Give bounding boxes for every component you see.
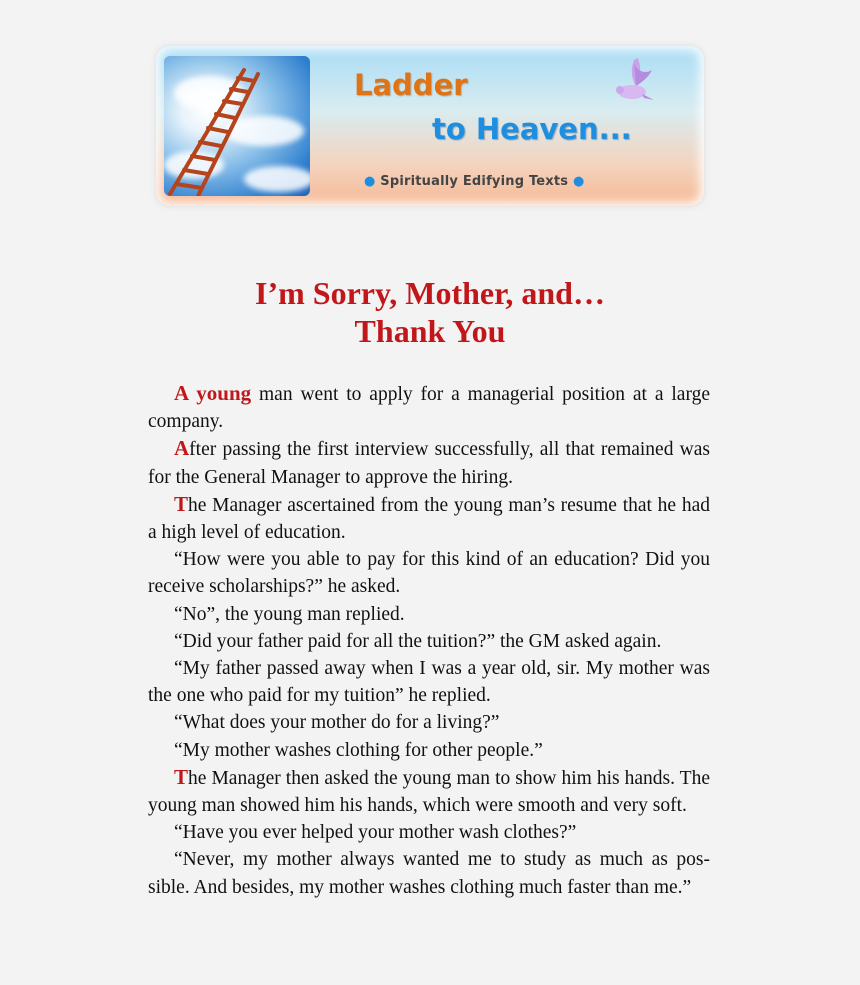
title-line1: I’m Sorry, Mother, and… <box>255 275 605 311</box>
paragraph-text: “My mother washes clothing for other people.” <box>174 739 543 761</box>
title-line2: Thank You <box>354 313 506 349</box>
paragraph <box>148 846 710 900</box>
paragraph <box>148 628 710 655</box>
paragraph-lead: A young <box>174 381 252 405</box>
dove-icon <box>612 56 656 108</box>
paragraph <box>148 546 710 600</box>
paragraph-text: “Did your father paid for all the tuition?” the GM asked again. <box>174 630 662 652</box>
ladder-sky-image <box>164 56 310 196</box>
paragraph <box>148 709 710 736</box>
paragraph <box>148 380 710 435</box>
paragraph <box>148 764 710 819</box>
paragraph-text: “Never, my mother always wanted me to study as much as pos-sible. And besides, my mother washes clothing much faster than me.” <box>148 849 710 898</box>
paragraph-text: “Have you ever helped your mother wash clothes?” <box>174 822 577 844</box>
brand-title-line1: Ladder <box>354 68 468 102</box>
paragraph-text: he Manager then asked the young man to show him his hands. The young man showed him his hands, which were smooth and very soft. <box>148 767 710 817</box>
paragraph-lead: A <box>174 436 190 461</box>
brand-title-line2: to Heaven... <box>432 112 632 146</box>
paragraph-text: fter passing the first interview successfully, all that remained was for the General Manager to approve the hiring. <box>148 439 710 488</box>
paragraph <box>148 737 710 764</box>
header-banner <box>156 46 704 206</box>
paragraph <box>148 435 710 490</box>
paragraph <box>148 491 710 546</box>
bullet-icon: ● <box>572 174 585 189</box>
paragraph <box>148 655 710 709</box>
story-body <box>148 380 710 901</box>
paragraph-text: “My father passed away when I was a year old, sir. My mother was the one who paid for my tuition” he replied. <box>148 658 710 707</box>
paragraph-text: he Manager ascertained from the young man’s resume that he had a high level of education. <box>148 494 710 544</box>
paragraph-text: “What does your mother do for a living?” <box>174 712 500 734</box>
paragraph-text: “How were you able to pay for this kind of an education? Did you receive scholarships?” he asked. <box>148 549 710 598</box>
tagline <box>364 174 585 189</box>
paragraph-lead: T <box>174 764 189 789</box>
paragraph-text: man went to apply for a managerial position at a large company. <box>148 384 710 433</box>
ladder-icon <box>164 56 310 196</box>
paragraph <box>148 601 710 628</box>
page-title <box>0 274 860 350</box>
paragraph-text: “No”, the young man replied. <box>174 603 405 625</box>
paragraph <box>148 819 710 846</box>
paragraph-lead: T <box>174 491 189 516</box>
tagline-text: Spiritually Edifying Texts <box>380 174 569 189</box>
bullet-icon: ● <box>364 174 376 189</box>
